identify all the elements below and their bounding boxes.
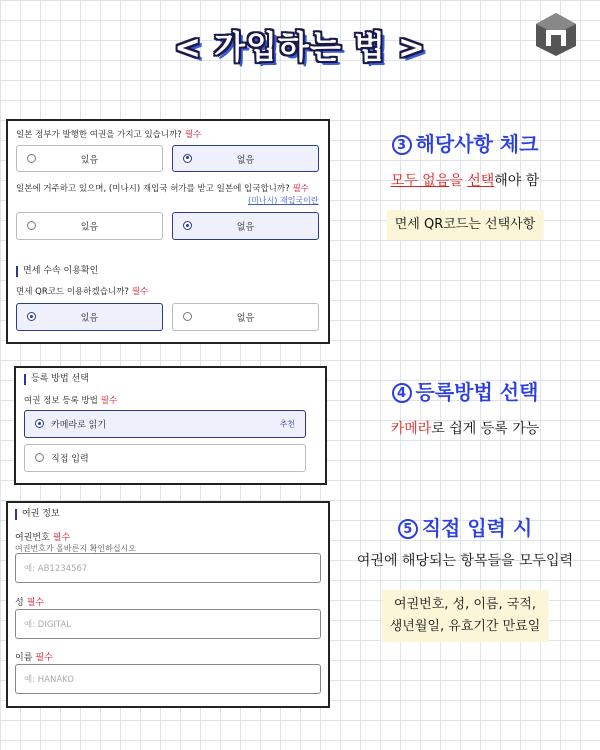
given-name-input[interactable]: 예: HANAKO bbox=[15, 664, 321, 694]
qr-no-option[interactable]: 없음 bbox=[172, 303, 319, 331]
cube-logo-icon bbox=[532, 10, 580, 58]
question-passport: 일본 정부가 발행한 여권을 가지고 있습니까? 필수 bbox=[16, 130, 202, 140]
manual-input-option[interactable]: 직접 입력 bbox=[24, 444, 306, 472]
passport-no-option[interactable]: 없음 bbox=[172, 145, 319, 172]
residence-yes-option[interactable]: 있음 bbox=[16, 212, 163, 240]
step3-title: 3 해당사항 체크 bbox=[340, 128, 590, 157]
tax-free-section-title: 면세 수속 이용확인 bbox=[16, 266, 98, 277]
residence-no-option[interactable]: 없음 bbox=[172, 212, 319, 240]
surname-label: 성 필수 bbox=[15, 598, 45, 608]
recommend-badge: 추천 bbox=[279, 419, 295, 429]
eligibility-panel bbox=[6, 119, 330, 344]
question-residence: 일본에 거주하고 있으며, (미나시) 재입국 허가를 받고 일본에 입국합니까? 필수 bbox=[16, 184, 310, 194]
step3-note-box: 면세 QR코드는 선택사항 bbox=[387, 210, 544, 240]
step3-note: 모두 없음을 선택해야 함 bbox=[390, 173, 540, 189]
radio-icon bbox=[35, 453, 44, 462]
passport-number-hint: 여권번호가 올바른지 확인하십시오 bbox=[15, 544, 137, 553]
qr-yes-option[interactable]: 있음 bbox=[16, 303, 163, 331]
question-qr: 면세 QR코드 이용하겠습니까? 필수 bbox=[16, 287, 149, 297]
passport-section-title: 여권 정보 bbox=[15, 509, 60, 520]
surname-input[interactable]: 예: DIGITAL bbox=[15, 609, 321, 639]
passport-number-label: 여권번호 필수 bbox=[15, 533, 71, 543]
step5-note-box: 여권번호, 성, 이름, 국적, 생년월일, 유효기간 만료일 bbox=[382, 590, 549, 642]
passport-info-panel bbox=[6, 501, 330, 708]
registration-section-title: 등록 방법 선택 bbox=[24, 374, 89, 385]
question-method: 여권 정보 등록 방법 필수 bbox=[24, 396, 118, 406]
step4-note: 카메라로 쉽게 등록 가능 bbox=[390, 421, 540, 437]
reentry-info-link[interactable]: (미나시) 재입국이란 bbox=[248, 196, 319, 205]
passport-number-input[interactable]: 예: AB1234567 bbox=[15, 553, 321, 583]
registration-method-panel bbox=[14, 366, 327, 485]
step5-title: 5 직접 입력 시 bbox=[340, 512, 590, 541]
step5-note: 여권에 해당되는 항목들을 모두입력 bbox=[356, 553, 574, 569]
given-name-label: 이름 필수 bbox=[15, 653, 53, 663]
camera-read-option[interactable]: 카메라로 읽기 추천 bbox=[24, 410, 306, 438]
passport-yes-option[interactable]: 있음 bbox=[16, 145, 163, 172]
radio-selected-icon bbox=[35, 419, 44, 428]
page-title: < 가입하는 법 > bbox=[174, 28, 426, 66]
step4-title: 4 등록방법 선택 bbox=[340, 376, 590, 405]
